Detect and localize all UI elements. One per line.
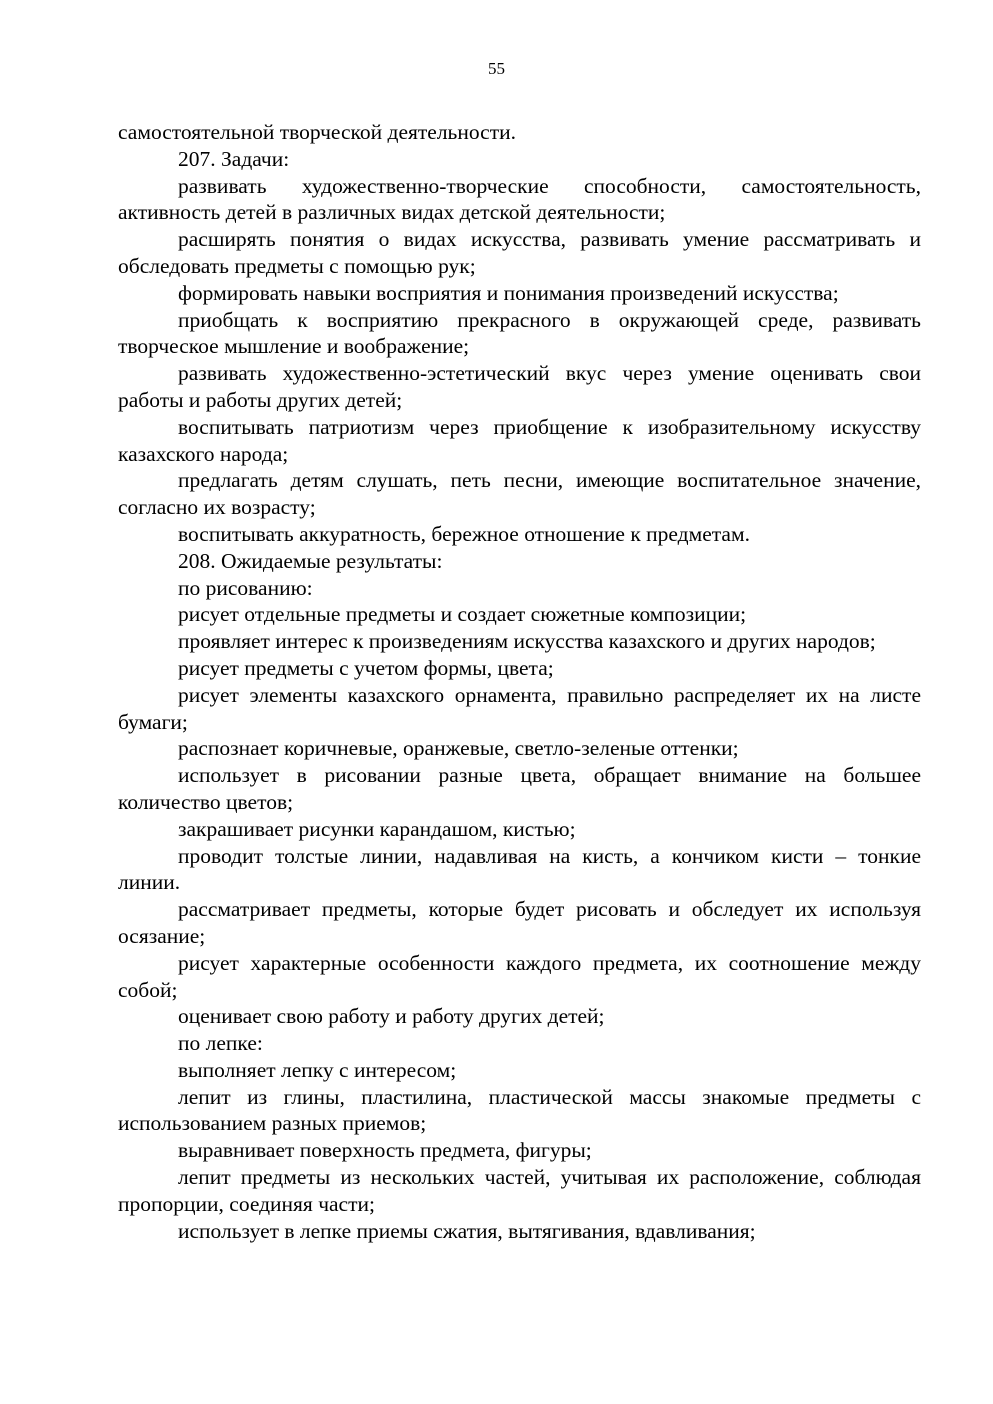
list-item: воспитывать патриотизм через приобщение к изобразительному искусству казахского народа;	[118, 414, 921, 466]
subsection-heading: по лепке:	[178, 1031, 263, 1056]
page-number: 55	[488, 59, 505, 78]
list-item: развивать художественно-эстетический вкус через умение оценивать свои работы и работы других детей;	[118, 361, 921, 412]
list-item: рисует предметы с учетом формы, цвета;	[178, 655, 554, 680]
list-item: использует в рисовании разные цвета, обращает внимание на большее количество цветов;	[118, 763, 921, 814]
list-item: лепит предметы из нескольких частей, учитывая их расположение, соблюдая пропорции, соединяя части;	[118, 1165, 921, 1216]
list-item: проявляет интерес к произведениям искусства казахского и других народов;	[178, 629, 876, 654]
list-item: развивать художественно-творческие способности, самостоятельность, активность детей в различных видах детской деятельности;	[118, 173, 921, 225]
list-item: распознает коричневые, оранжевые, светло-зеленые оттенки;	[178, 736, 739, 761]
list-item: закрашивает рисунки карандашом, кистью;	[178, 816, 576, 841]
list-item: рисует элементы казахского орнамента, правильно распределяет их на листе бумаги;	[118, 682, 921, 734]
list-item: выравнивает поверхность предмета, фигуры;	[178, 1138, 592, 1163]
list-item: рисует характерные особенности каждого предмета, их соотношение между собой;	[118, 950, 921, 1002]
list-item: лепит из глины, пластилина, пластической массы знакомые предметы с использованием разных приемов;	[118, 1084, 921, 1136]
paragraph: самостоятельной творческой деятельности.	[118, 120, 516, 144]
list-item: оценивает свою работу и работу других детей;	[178, 1004, 605, 1029]
list-item: рассматривает предметы, которые будет рисовать и обследует их используя осязание;	[118, 897, 921, 948]
list-item: выполняет лепку с интересом;	[178, 1057, 457, 1082]
list-item: использует в лепке приемы сжатия, вытягивания, вдавливания;	[178, 1218, 756, 1243]
list-item: воспитывать аккуратность, бережное отношение к предметам.	[178, 521, 750, 546]
list-item: рисует отдельные предметы и создает сюжетные композиции;	[178, 602, 747, 627]
list-item: формировать навыки восприятия и понимания произведений искусства;	[178, 280, 839, 305]
list-item: приобщать к восприятию прекрасного в окружающей среде, развивать творческое мышление и воображение;	[118, 307, 921, 359]
list-item: предлагать детям слушать, петь песни, имеющие воспитательное значение, согласно их возрасту;	[118, 468, 921, 520]
list-item: проводит толстые линии, надавливая на кисть, а кончиком кисти – тонкие линии.	[118, 843, 921, 895]
section-heading: 207. Задачи:	[178, 146, 290, 171]
section-heading: 208. Ожидаемые результаты:	[178, 548, 443, 573]
page-body	[118, 119, 921, 1244]
list-item: расширять понятия о видах искусства, развивать умение рассматривать и обследовать предметы с помощью рук;	[118, 227, 921, 278]
subsection-heading: по рисованию:	[178, 575, 313, 600]
